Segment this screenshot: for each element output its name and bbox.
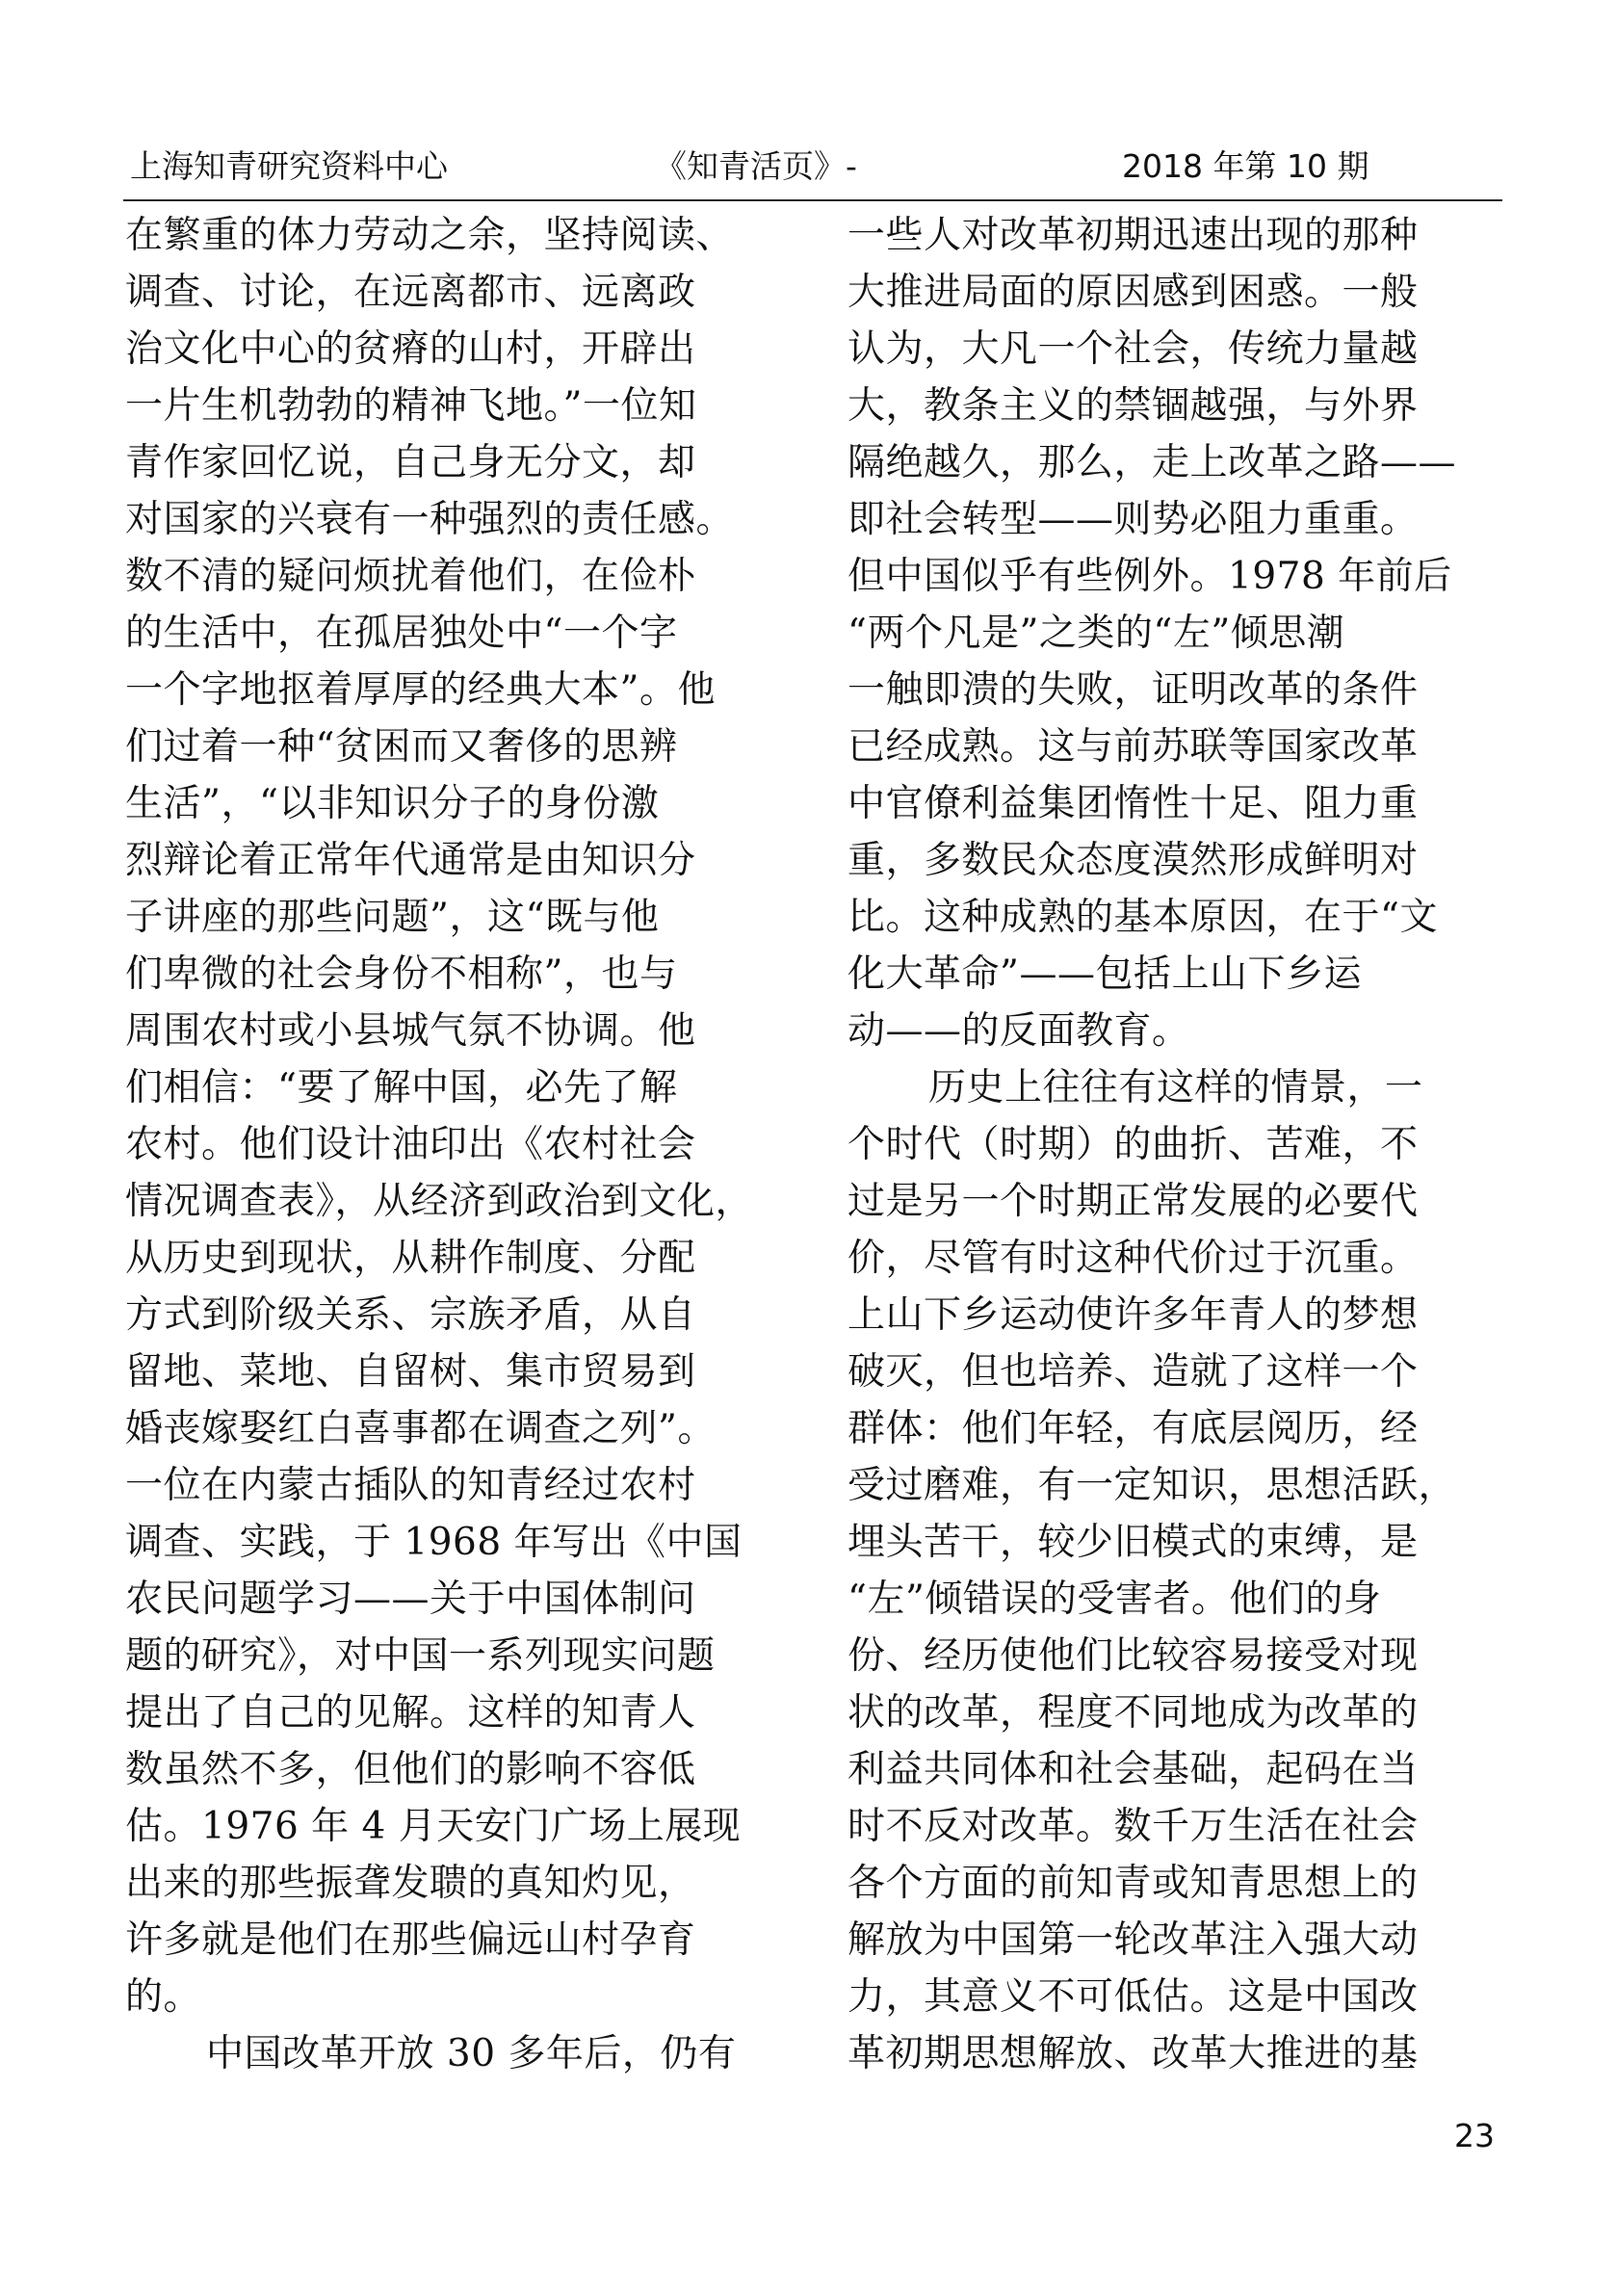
- header-publisher: 上海知青研究资料中心: [130, 147, 448, 185]
- text-line: “两个凡是”之类的“左”倾思潮: [847, 612, 1345, 655]
- text-line: 调查、讨论，在远离都市、远离政: [125, 271, 696, 314]
- text-line: 的。: [125, 1975, 202, 2019]
- text-line: 各个方面的前知青或知青思想上的: [847, 1862, 1419, 1905]
- text-line: 治文化中心的贫瘠的山村，开辟出: [125, 327, 696, 371]
- text-column-right: [847, 207, 1488, 2082]
- text-line: 埋头苦干，较少旧模式的束缚，是: [847, 1521, 1419, 1564]
- text-line-paragraph-start: 历史上往往有这样的情景，一: [928, 1066, 1423, 1109]
- text-line: 化大革命”——包括上山下乡运: [847, 952, 1362, 996]
- text-line: “左”倾错误的受害者。他们的身: [847, 1578, 1382, 1621]
- text-line: 破灭，但也培养、造就了这样一个: [847, 1350, 1419, 1394]
- text-line: 力，其意义不可低估。这是中国改: [847, 1975, 1419, 2019]
- text-line: 农村。他们设计油印出《农村社会: [125, 1123, 696, 1166]
- text-line: 从历史到现状，从耕作制度、分配: [125, 1237, 696, 1280]
- text-line: 但中国似乎有些例外。1978 年前后: [847, 555, 1452, 598]
- text-line: 时不反对改革。数千万生活在社会: [847, 1805, 1419, 1848]
- text-line: 烈辩论着正常年代通常是由知识分: [125, 839, 696, 882]
- running-header: [130, 143, 1498, 191]
- header-publication-title: 《知青活页》-: [655, 147, 857, 185]
- text-line: 的生活中，在孤居独处中“一个字: [125, 612, 678, 655]
- text-line: 一个字地抠着厚厚的经典大本”。他: [125, 668, 716, 712]
- text-line: 比。这种成熟的基本原因，在于“文: [847, 896, 1438, 939]
- text-line: 估。1976 年 4 月天安门广场上展现: [125, 1805, 742, 1848]
- text-line: 调查、实践，于 1968 年写出《中国: [125, 1521, 743, 1564]
- text-line: 青作家回忆说，自己身无分文，却: [125, 441, 696, 484]
- text-line: 农民问题学习——关于中国体制问: [125, 1578, 696, 1621]
- text-line: 提出了自己的见解。这样的知青人: [125, 1691, 696, 1735]
- text-line: 大推进局面的原因感到困惑。一般: [847, 271, 1419, 314]
- header-divider: [123, 199, 1502, 201]
- text-line: 数虽然不多，但他们的影响不容低: [125, 1748, 696, 1791]
- text-line-paragraph-start: 中国改革开放 30 多年后，仍有: [206, 2032, 737, 2075]
- text-line: 认为，大凡一个社会，传统力量越: [847, 327, 1419, 371]
- header-issue: 2018 年第 10 期: [1122, 147, 1369, 185]
- text-line: 对国家的兴衰有一种强烈的责任感。: [125, 498, 735, 541]
- text-line: 利益共同体和社会基础，起码在当: [847, 1748, 1419, 1791]
- text-line: 动——的反面教育。: [847, 1009, 1190, 1053]
- text-line: 们过着一种“贫困而又奢侈的思辨: [125, 725, 678, 769]
- text-line: 婚丧嫁娶红白喜事都在调查之列”。: [125, 1407, 716, 1450]
- text-line: 周围农村或小县城气氛不协调。他: [125, 1009, 696, 1053]
- text-line: 隔绝越久，那么，走上改革之路——: [847, 441, 1457, 484]
- text-line: 一片生机勃勃的精神飞地。”一位知: [125, 384, 697, 428]
- text-line: 革初期思想解放、改革大推进的基: [847, 2032, 1419, 2075]
- text-line: 解放为中国第一轮改革注入强大动: [847, 1918, 1419, 1962]
- text-line: 题的研究》，对中国一系列现实问题: [125, 1634, 716, 1678]
- text-line: 上山下乡运动使许多年青人的梦想: [847, 1293, 1419, 1337]
- text-line: 中官僚利益集团惰性十足、阻力重: [847, 782, 1419, 825]
- text-line: 已经成熟。这与前苏联等国家改革: [847, 725, 1419, 769]
- text-line: 重，多数民众态度漠然形成鲜明对: [847, 839, 1419, 882]
- text-line: 大，教条主义的禁锢越强，与外界: [847, 384, 1419, 428]
- text-line: 方式到阶级关系、宗族矛盾，从自: [125, 1293, 696, 1337]
- text-line: 即社会转型——则势必阻力重重。: [847, 498, 1419, 541]
- text-line: 生活”，“以非知识分子的身份激: [125, 782, 660, 825]
- text-line: 受过磨难，有一定知识，思想活跃，: [847, 1464, 1457, 1507]
- text-line: 数不清的疑问烦扰着他们，在俭朴: [125, 555, 696, 598]
- text-line: 一位在内蒙古插队的知青经过农村: [125, 1464, 696, 1507]
- text-line: 群体：他们年轻，有底层阅历，经: [847, 1407, 1419, 1450]
- text-line: 许多就是他们在那些偏远山村孕育: [125, 1918, 696, 1962]
- text-line: 份、经历使他们比较容易接受对现: [847, 1634, 1419, 1678]
- text-line: 过是另一个时期正常发展的必要代: [847, 1180, 1419, 1223]
- text-line: 们相信：“要了解中国，必先了解: [125, 1066, 678, 1109]
- text-column-left: [125, 207, 766, 2082]
- text-line: 出来的那些振聋发聩的真知灼见，: [125, 1862, 696, 1905]
- text-line: 状的改革，程度不同地成为改革的: [847, 1691, 1419, 1735]
- text-line: 在繁重的体力劳动之余，坚持阅读、: [125, 214, 735, 257]
- page-number: 23: [1454, 2117, 1495, 2154]
- text-line: 子讲座的那些问题”，这“既与他: [125, 896, 660, 939]
- text-line: 们卑微的社会身份不相称”，也与: [125, 952, 678, 996]
- text-line: 一些人对改革初期迅速出现的那种: [847, 214, 1419, 257]
- text-line: 情况调查表》，从经济到政治到文化，: [125, 1180, 754, 1223]
- text-line: 价，尽管有时这种代价过于沉重。: [847, 1237, 1419, 1280]
- text-line: 留地、菜地、自留树、集市贸易到: [125, 1350, 696, 1394]
- text-line: 一触即溃的失败，证明改革的条件: [847, 668, 1419, 712]
- text-line: 个时代（时期）的曲折、苦难，不: [847, 1123, 1419, 1166]
